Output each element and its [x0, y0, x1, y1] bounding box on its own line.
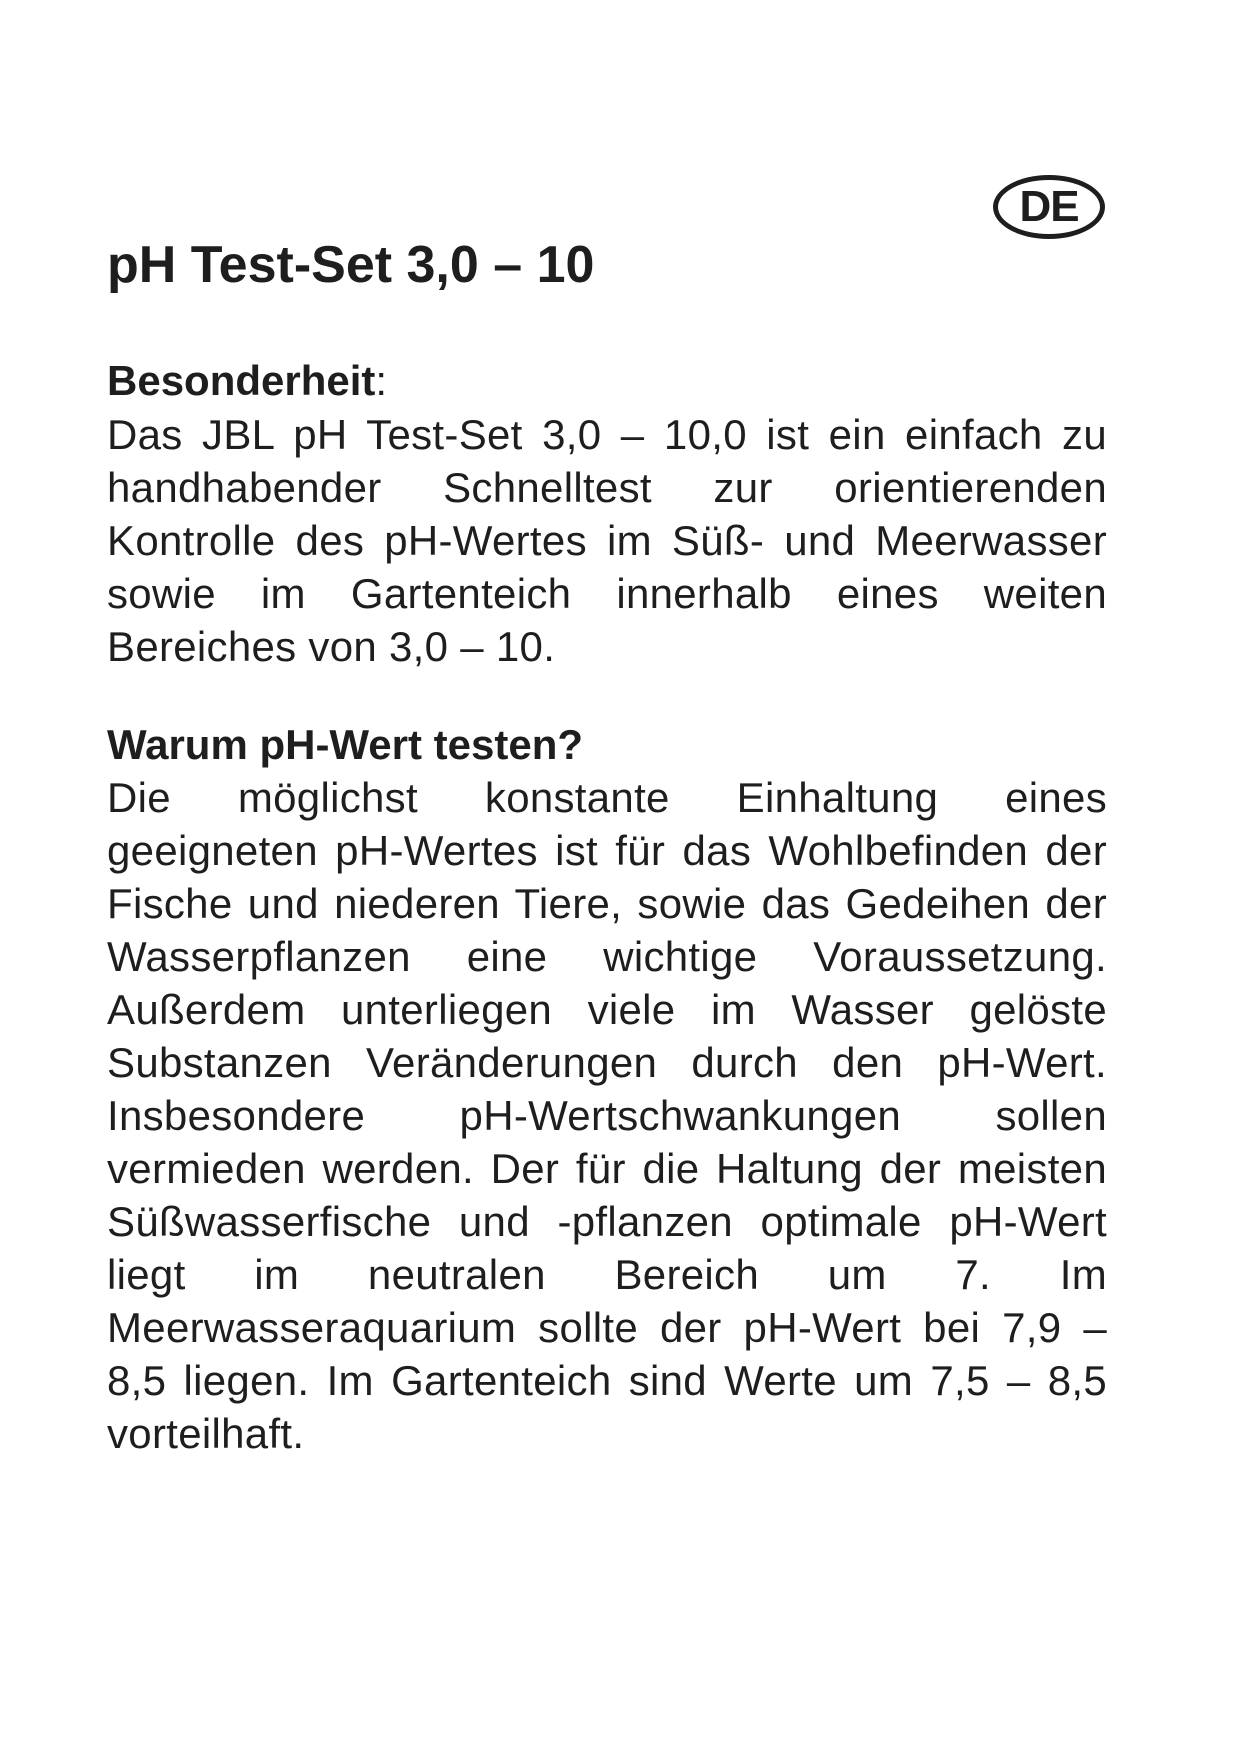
section-paragraph: Die möglichst konstante Einhaltung eines geeigneten pH-Wertes ist für das Wohlbefinden der Fische und niederen Tiere, sowie das Gedeihen der Wasserpflanzen eine wichtige Voraussetzung. Außerdem unterliegen viele im Wasser gelöste Substanzen Veränderungen durch den pH-Wert. Insbesondere pH-Wertschwankungen sollen vermieden werden. Der für die Haltung der meisten Süßwasserfische und -pflanzen optimale pH-Wert liegt im neutralen Bereich um 7. Im Meerwasseraquarium sollte der pH-Wert bei 7,9 – 8,5 liegen. Im Gartenteich sind Werte um 7,5 – 8,5 vorteilhaft. — [107, 774, 1107, 1457]
section-heading — [107, 719, 1107, 772]
section-heading-text: Besonderheit — [107, 357, 376, 404]
section-besonderheit — [107, 355, 1107, 673]
section-heading-text: Warum pH-Wert testen? — [107, 720, 584, 768]
language-badge-label: DE — [1019, 182, 1079, 231]
document-content — [107, 355, 1107, 1460]
section-warum-ph-wert-testen — [107, 719, 1107, 1461]
section-heading — [107, 355, 1107, 408]
section-heading-suffix: : — [375, 357, 388, 404]
section-paragraph: Das JBL pH Test-Set 3,0 – 10,0 ist ein einfach zu handhabender Schnelltest zur orientierenden Kontrolle des pH-Wertes im Süß- und Meerwasser sowie im Gartenteich innerhalb eines weiten Bereiches von 3,0 – 10. — [107, 410, 1107, 670]
document-title: pH Test-Set 3,0 – 10 — [107, 236, 595, 294]
language-badge — [993, 175, 1105, 239]
